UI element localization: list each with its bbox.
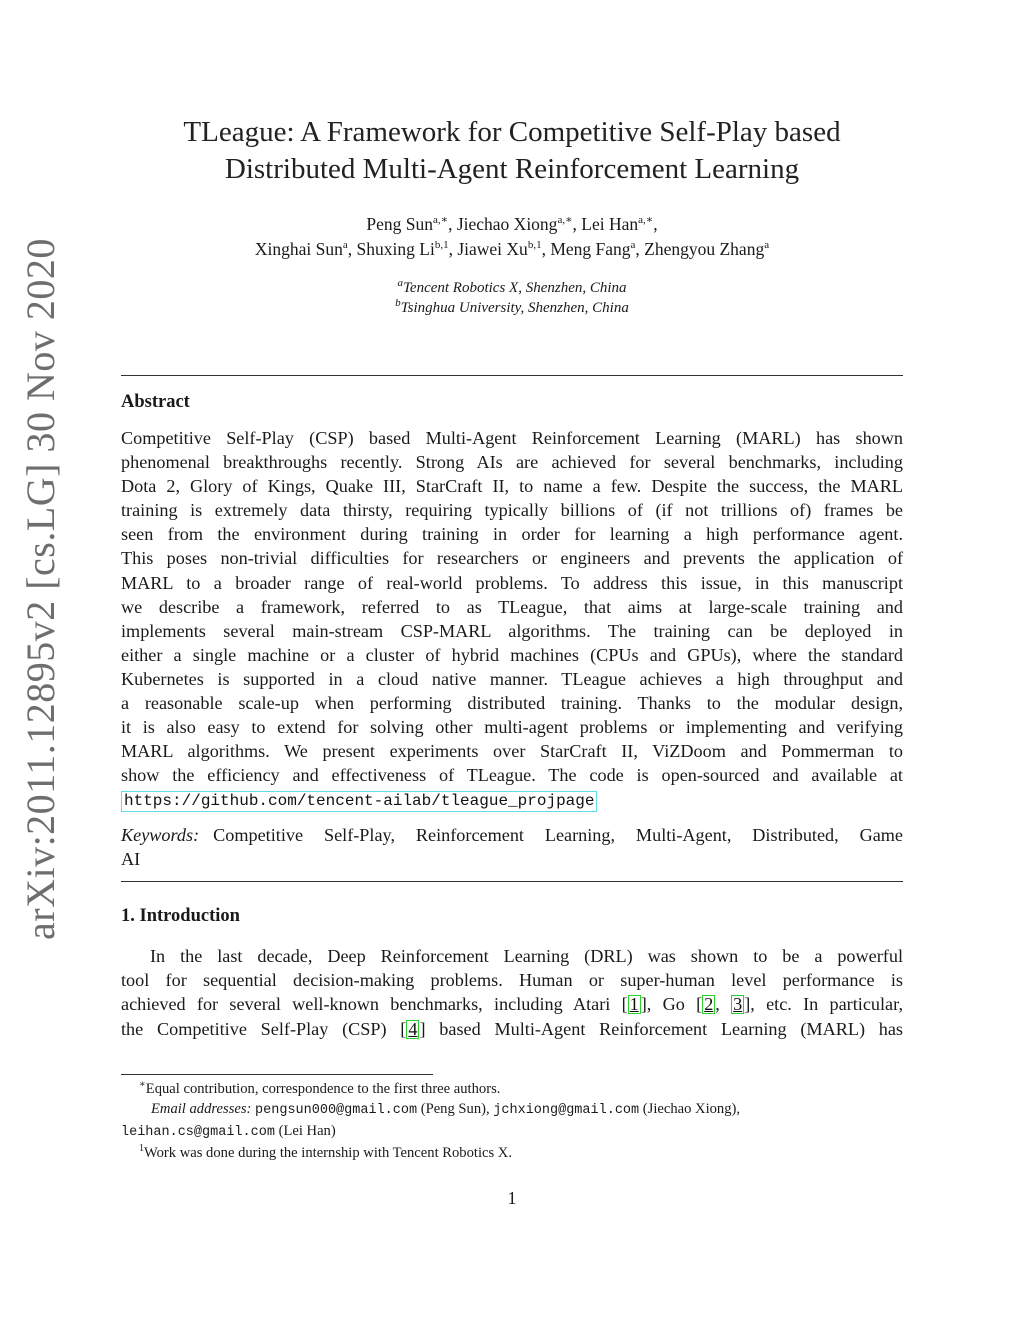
author-name: Zhengyou Zhang (644, 239, 765, 259)
abstract-line: phenomenal breakthroughs recently. Strong AIs are achieved for several benchmarks, including (121, 452, 903, 473)
abstract-line: show the efficiency and effectiveness of TLeague. The code is open-sourced and available at (121, 765, 903, 786)
citation-link-3[interactable]: 3 (733, 994, 743, 1015)
email-label: Email addresses: (151, 1101, 252, 1117)
author-list (121, 212, 903, 262)
keywords-bottom-rule (121, 881, 903, 882)
abstract-line: MARL to a broader range of real-world problems. To address this issue, in this manuscript (121, 572, 903, 593)
author-affiliation-mark: a,∗ (638, 214, 654, 227)
citation-link-1[interactable]: 1 (629, 994, 639, 1015)
title-line-2: Distributed Multi-Agent Reinforcement Learning (224, 153, 800, 185)
footnotes (121, 1079, 903, 1163)
project-page-link[interactable]: https://github.com/tencent-ailab/tleague_projpage (121, 791, 597, 812)
abstract-body (121, 426, 903, 812)
intro-line: In the last decade, Deep Reinforcement Learning (DRL) was shown to be a powerful (150, 946, 903, 966)
author-name: Jiawei Xu (457, 239, 528, 259)
section-heading-introduction: 1. Introduction (121, 906, 240, 926)
title-line-1: TLeague: A Framework for Competitive Self-Play based (183, 116, 841, 148)
affiliation-a: $^a$Tencent Robotics X, Shenzhen, China (397, 277, 627, 296)
abstract-line: we describe a framework, referred to as TLeague, that aims at large-scale training and (121, 596, 903, 617)
author-line-1: Peng Sun$^{a,∗}$, Jiechao Xiong$^{a,∗}$, Lei Han$^{a,∗}$, (366, 214, 658, 234)
footnote-equal-contribution: ∗Equal contribution, correspondence to the first three authors. (139, 1079, 501, 1097)
author-affiliation-mark: a (764, 239, 770, 252)
abstract-heading: Abstract (121, 392, 190, 412)
abstract-line: Dota 2, Glory of Kings, Quake III, StarCraft II, to name a few. Despite the success, the MARL (121, 476, 903, 497)
abstract-line: Competitive Self-Play (CSP) based Multi-Agent Reinforcement Learning (MARL) has shown (121, 428, 903, 448)
abstract-line: Kubernetes is supported in a cloud native manner. TLeague achieves a high throughput and (121, 668, 903, 689)
email-lei-han[interactable]: leihan.cs@gmail.com (121, 1125, 275, 1140)
intro-line: tool for sequential decision-making problems. Human or super-human level performance is (121, 970, 903, 991)
intro-line: the Competitive Self-Play (CSP) [ 4 ] based Multi-Agent Reinforcement Learning (MARL) has (121, 1018, 904, 1039)
footnote-internship: $^1$Work was done during the internship with Tencent Robotics X. (139, 1143, 512, 1161)
abstract-line: This poses non-trivial difficulties for researchers or engineers and prevents the application of (121, 548, 903, 569)
abstract-top-rule (121, 375, 903, 376)
keywords-line-2: AI (121, 849, 141, 869)
keywords-line-1 (121, 823, 903, 847)
abstract-line: implements several main-stream CSP-MARL algorithms. The training can be deployed in (121, 620, 903, 641)
keywords-block (121, 823, 903, 871)
author-line-2: Xinghai Sun$^a$, Shuxing Li$^{b,1}$, Jiawei Xu$^{b,1}$, Meng Fang$^a$, Zhengyou Zhang$^a$ (254, 239, 770, 259)
abstract-line: either a single machine or a cluster of hybrid machines (CPUs and GPUs), where the standard (121, 644, 903, 665)
author-affiliation-mark: a,∗ (557, 214, 573, 227)
author-name: Xinghai Sun (254, 239, 343, 259)
citation-link-4[interactable]: 4 (408, 1018, 418, 1039)
introduction-body (121, 944, 903, 1041)
author-affiliation-mark: a,∗ (432, 214, 449, 227)
footnote-emails-cont: leihan.cs@gmail.com (Lei Han) (121, 1123, 336, 1140)
author-name: Meng Fang (550, 239, 631, 259)
author-name: Lei Han (581, 214, 639, 234)
abstract-line: MARL algorithms. We present experiments over StarCraft II, ViZDoom and Pommerman to (121, 741, 903, 762)
page-number: 1 (507, 1188, 517, 1208)
footnote-emails: Email addresses: pengsun000@gmail.com (Peng Sun), jchxiong@gmail.com (Jiechao Xiong), (151, 1101, 741, 1118)
abstract-line: it is also easy to extend for solving other multi-agent problems or implementing and verifying (121, 717, 903, 738)
abstract-line: training is extremely data thirsty, requiring typically billions of (if not trillions of) frames be (121, 500, 903, 521)
paper-title (121, 114, 903, 188)
author-affiliation-mark: b,1 (527, 239, 542, 252)
abstract-line: a reasonable scale-up when performing distributed training. Thanks to the modular design, (121, 693, 903, 714)
author-name: Jiechao Xiong (456, 214, 558, 234)
citation-link-2[interactable]: 2 (704, 994, 714, 1015)
affiliation-b: $^b$Tsinghua University, Shenzhen, China (395, 297, 629, 316)
arxiv-identifier-stamp: arXiv:2011.12895v2 [cs.LG] 30 Nov 2020 (18, 238, 63, 940)
abstract-url-line (121, 787, 903, 812)
email-jiechao-xiong[interactable]: jchxiong@gmail.com (493, 1103, 640, 1118)
author-affiliation-mark: b,1 (434, 239, 449, 252)
keywords-text: Competitive Self-Play, Reinforcement Learning, Multi-Agent, Distributed, Game (213, 825, 903, 845)
intro-line: achieved for several well-known benchmarks, including Atari [ 1 ], Go [ 2 , 3 ], etc. In particular, (121, 994, 904, 1015)
author-name: Peng Sun (366, 214, 433, 234)
author-affiliation-mark: a (630, 239, 636, 252)
abstract-line: seen from the environment during training in order for learning a high performance agent. (121, 524, 903, 545)
author-affiliation-mark: a (342, 239, 348, 252)
keywords-label: Keywords: (121, 825, 200, 845)
footnote-rule (121, 1074, 433, 1075)
email-peng-sun[interactable]: pengsun000@gmail.com (255, 1103, 418, 1118)
affiliation-list (121, 278, 903, 318)
author-name: Shuxing Li (356, 239, 435, 259)
